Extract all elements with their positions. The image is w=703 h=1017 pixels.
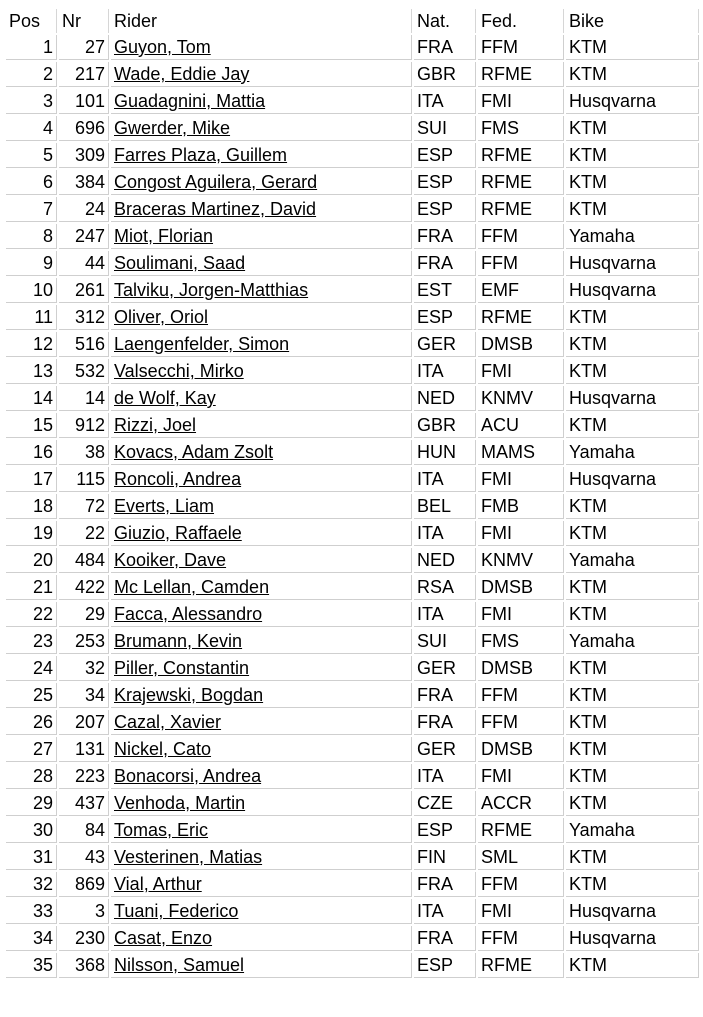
rider-link[interactable]: Guadagnini, Mattia	[114, 91, 266, 111]
rider-link[interactable]: Cazal, Xavier	[114, 712, 222, 732]
rider-link[interactable]: Tomas, Eric	[114, 820, 209, 840]
cell-bike: KTM	[566, 116, 699, 141]
cell-nr: 437	[59, 791, 109, 816]
cell-nat: ESP	[414, 953, 476, 978]
cell-rider	[111, 494, 412, 519]
table-row	[6, 116, 699, 141]
cell-bike: Husqvarna	[566, 926, 699, 951]
cell-pos: 10	[6, 278, 57, 303]
cell-pos: 17	[6, 467, 57, 492]
cell-nr: 484	[59, 548, 109, 573]
cell-bike: KTM	[566, 710, 699, 735]
cell-bike: KTM	[566, 953, 699, 978]
rider-link[interactable]: Nickel, Cato	[114, 739, 212, 759]
rider-link[interactable]: Gwerder, Mike	[114, 118, 231, 138]
table-row	[6, 278, 699, 303]
cell-rider	[111, 467, 412, 492]
cell-nr: 3	[59, 899, 109, 924]
cell-nr: 253	[59, 629, 109, 654]
cell-pos: 33	[6, 899, 57, 924]
cell-nat: ESP	[414, 305, 476, 330]
cell-nat: ESP	[414, 197, 476, 222]
cell-nat: ESP	[414, 818, 476, 843]
cell-rider	[111, 278, 412, 303]
cell-nat: ESP	[414, 170, 476, 195]
cell-pos: 12	[6, 332, 57, 357]
cell-bike: KTM	[566, 413, 699, 438]
cell-bike: KTM	[566, 170, 699, 195]
cell-bike: KTM	[566, 764, 699, 789]
cell-pos: 25	[6, 683, 57, 708]
rider-link[interactable]: Casat, Enzo	[114, 928, 213, 948]
cell-fed: RFME	[478, 818, 564, 843]
cell-fed: FMB	[478, 494, 564, 519]
cell-rider	[111, 413, 412, 438]
cell-bike: KTM	[566, 494, 699, 519]
cell-fed: FMI	[478, 764, 564, 789]
table-row	[6, 737, 699, 762]
cell-fed: FFM	[478, 35, 564, 60]
cell-pos: 15	[6, 413, 57, 438]
cell-nat: FRA	[414, 224, 476, 249]
cell-fed: SML	[478, 845, 564, 870]
cell-nr: 696	[59, 116, 109, 141]
table-row	[6, 845, 699, 870]
cell-rider	[111, 656, 412, 681]
cell-nr: 869	[59, 872, 109, 897]
cell-fed: FMS	[478, 629, 564, 654]
cell-nr: 24	[59, 197, 109, 222]
cell-fed: FFM	[478, 926, 564, 951]
cell-pos: 11	[6, 305, 57, 330]
rider-link[interactable]: Tuani, Federico	[114, 901, 239, 921]
rider-link[interactable]: Vesterinen, Matias	[114, 847, 263, 867]
rider-link[interactable]: Brumann, Kevin	[114, 631, 243, 651]
cell-rider	[111, 710, 412, 735]
cell-rider	[111, 332, 412, 357]
cell-nat: ITA	[414, 359, 476, 384]
cell-fed: RFME	[478, 62, 564, 87]
cell-pos: 18	[6, 494, 57, 519]
results-table-header	[6, 9, 699, 33]
cell-nr: 29	[59, 602, 109, 627]
cell-pos: 3	[6, 89, 57, 114]
cell-rider	[111, 764, 412, 789]
table-row	[6, 926, 699, 951]
cell-rider	[111, 899, 412, 924]
table-row	[6, 953, 699, 978]
cell-rider	[111, 791, 412, 816]
cell-nat: GER	[414, 656, 476, 681]
cell-fed: FFM	[478, 710, 564, 735]
cell-nat: FRA	[414, 926, 476, 951]
cell-nr: 532	[59, 359, 109, 384]
cell-fed: ACCR	[478, 791, 564, 816]
rider-link[interactable]: Venhoda, Martin	[114, 793, 246, 813]
table-row	[6, 251, 699, 276]
cell-fed: MAMS	[478, 440, 564, 465]
rider-link[interactable]: Piller, Constantin	[114, 658, 250, 678]
rider-link[interactable]: Kooiker, Dave	[114, 550, 227, 570]
cell-fed: RFME	[478, 305, 564, 330]
cell-fed: ACU	[478, 413, 564, 438]
cell-pos: 32	[6, 872, 57, 897]
results-table	[4, 7, 701, 980]
cell-bike: KTM	[566, 575, 699, 600]
cell-rider	[111, 737, 412, 762]
rider-link[interactable]: Giuzio, Raffaele	[114, 523, 242, 543]
cell-nat: ITA	[414, 899, 476, 924]
table-row	[6, 899, 699, 924]
cell-rider	[111, 845, 412, 870]
cell-nr: 384	[59, 170, 109, 195]
cell-pos: 9	[6, 251, 57, 276]
table-row	[6, 143, 699, 168]
cell-nr: 32	[59, 656, 109, 681]
cell-nat: GER	[414, 737, 476, 762]
table-row	[6, 89, 699, 114]
table-row	[6, 386, 699, 411]
cell-nat: ITA	[414, 467, 476, 492]
rider-link[interactable]: Guyon, Tom	[114, 37, 211, 57]
cell-pos: 1	[6, 35, 57, 60]
cell-fed: RFME	[478, 197, 564, 222]
cell-bike: KTM	[566, 35, 699, 60]
cell-rider	[111, 521, 412, 546]
cell-pos: 26	[6, 710, 57, 735]
cell-fed: FMI	[478, 602, 564, 627]
cell-nr: 422	[59, 575, 109, 600]
table-row	[6, 872, 699, 897]
cell-rider	[111, 440, 412, 465]
cell-rider	[111, 359, 412, 384]
cell-nat: FRA	[414, 872, 476, 897]
rider-link[interactable]: Valsecchi, Mirko	[114, 361, 244, 381]
rider-link[interactable]: Braceras Martinez, David	[114, 199, 317, 219]
cell-pos: 2	[6, 62, 57, 87]
cell-nat: GER	[414, 332, 476, 357]
cell-bike: KTM	[566, 872, 699, 897]
cell-rider	[111, 35, 412, 60]
column-header-rider: Rider	[111, 9, 412, 33]
column-header-fed: Fed.	[478, 9, 564, 33]
cell-nat: ITA	[414, 602, 476, 627]
cell-nat: EST	[414, 278, 476, 303]
cell-rider	[111, 305, 412, 330]
cell-fed: RFME	[478, 143, 564, 168]
cell-nat: ITA	[414, 89, 476, 114]
cell-pos: 14	[6, 386, 57, 411]
cell-nat: FRA	[414, 683, 476, 708]
cell-pos: 30	[6, 818, 57, 843]
cell-pos: 24	[6, 656, 57, 681]
rider-link[interactable]: Farres Plaza, Guillem	[114, 145, 288, 165]
cell-rider	[111, 953, 412, 978]
cell-rider	[111, 224, 412, 249]
cell-nr: 912	[59, 413, 109, 438]
rider-link[interactable]: Mc Lellan, Camden	[114, 577, 270, 597]
cell-nat: ESP	[414, 143, 476, 168]
cell-pos: 7	[6, 197, 57, 222]
rider-link[interactable]: de Wolf, Kay	[114, 388, 216, 408]
table-row	[6, 467, 699, 492]
table-row	[6, 710, 699, 735]
rider-link[interactable]: Oliver, Oriol	[114, 307, 209, 327]
cell-rider	[111, 629, 412, 654]
cell-nr: 217	[59, 62, 109, 87]
cell-nat: SUI	[414, 116, 476, 141]
cell-bike: Yamaha	[566, 818, 699, 843]
cell-bike: Yamaha	[566, 629, 699, 654]
cell-fed: FFM	[478, 224, 564, 249]
cell-pos: 6	[6, 170, 57, 195]
table-row	[6, 683, 699, 708]
cell-nr: 309	[59, 143, 109, 168]
cell-nr: 38	[59, 440, 109, 465]
cell-fed: DMSB	[478, 656, 564, 681]
table-row	[6, 656, 699, 681]
cell-nat: ITA	[414, 521, 476, 546]
cell-nr: 101	[59, 89, 109, 114]
cell-pos: 31	[6, 845, 57, 870]
rider-link[interactable]: Wade, Eddie Jay	[114, 64, 250, 84]
cell-fed: DMSB	[478, 737, 564, 762]
column-header-nat: Nat.	[414, 9, 476, 33]
cell-nr: 72	[59, 494, 109, 519]
cell-pos: 27	[6, 737, 57, 762]
table-row	[6, 332, 699, 357]
cell-rider	[111, 683, 412, 708]
table-row	[6, 359, 699, 384]
cell-nat: CZE	[414, 791, 476, 816]
cell-nat: FRA	[414, 710, 476, 735]
table-row	[6, 602, 699, 627]
cell-nr: 261	[59, 278, 109, 303]
cell-rider	[111, 116, 412, 141]
cell-pos: 20	[6, 548, 57, 573]
cell-bike: Husqvarna	[566, 467, 699, 492]
cell-nat: FIN	[414, 845, 476, 870]
cell-bike: KTM	[566, 197, 699, 222]
cell-nat: FRA	[414, 251, 476, 276]
cell-fed: FMI	[478, 899, 564, 924]
cell-pos: 8	[6, 224, 57, 249]
cell-nat: NED	[414, 386, 476, 411]
cell-rider	[111, 170, 412, 195]
rider-link[interactable]: Miot, Florian	[114, 226, 214, 246]
cell-pos: 16	[6, 440, 57, 465]
cell-rider	[111, 548, 412, 573]
table-row	[6, 197, 699, 222]
cell-rider	[111, 818, 412, 843]
cell-nat: GBR	[414, 62, 476, 87]
rider-link[interactable]: Kovacs, Adam Zsolt	[114, 442, 274, 462]
cell-fed: FFM	[478, 872, 564, 897]
cell-nat: NED	[414, 548, 476, 573]
table-row	[6, 413, 699, 438]
cell-rider	[111, 872, 412, 897]
cell-bike: KTM	[566, 683, 699, 708]
cell-bike: Yamaha	[566, 224, 699, 249]
cell-bike: KTM	[566, 332, 699, 357]
cell-nr: 516	[59, 332, 109, 357]
cell-rider	[111, 926, 412, 951]
cell-rider	[111, 143, 412, 168]
cell-bike: KTM	[566, 845, 699, 870]
cell-fed: RFME	[478, 170, 564, 195]
cell-nr: 230	[59, 926, 109, 951]
cell-bike: KTM	[566, 305, 699, 330]
table-row	[6, 440, 699, 465]
cell-nat: GBR	[414, 413, 476, 438]
cell-fed: DMSB	[478, 332, 564, 357]
rider-link[interactable]: Everts, Liam	[114, 496, 215, 516]
cell-nr: 368	[59, 953, 109, 978]
rider-link[interactable]: Bonacorsi, Andrea	[114, 766, 262, 786]
cell-fed: FMI	[478, 467, 564, 492]
cell-bike: KTM	[566, 143, 699, 168]
rider-link[interactable]: Soulimani, Saad	[114, 253, 246, 273]
cell-fed: FFM	[478, 251, 564, 276]
cell-pos: 13	[6, 359, 57, 384]
rider-link[interactable]: Congost Aguilera, Gerard	[114, 172, 318, 192]
cell-nr: 43	[59, 845, 109, 870]
cell-pos: 19	[6, 521, 57, 546]
cell-pos: 28	[6, 764, 57, 789]
header-row	[6, 9, 699, 33]
cell-nr: 22	[59, 521, 109, 546]
cell-fed: FFM	[478, 683, 564, 708]
cell-rider	[111, 89, 412, 114]
table-row	[6, 521, 699, 546]
cell-fed: FMI	[478, 521, 564, 546]
cell-fed: KNMV	[478, 386, 564, 411]
cell-rider	[111, 386, 412, 411]
cell-nr: 247	[59, 224, 109, 249]
cell-nat: HUN	[414, 440, 476, 465]
cell-rider	[111, 197, 412, 222]
table-row	[6, 629, 699, 654]
cell-nr: 34	[59, 683, 109, 708]
cell-fed: KNMV	[478, 548, 564, 573]
cell-nr: 84	[59, 818, 109, 843]
table-row	[6, 818, 699, 843]
cell-bike: KTM	[566, 791, 699, 816]
cell-nr: 14	[59, 386, 109, 411]
cell-rider	[111, 602, 412, 627]
results-table-body	[6, 35, 699, 978]
cell-nr: 312	[59, 305, 109, 330]
cell-pos: 5	[6, 143, 57, 168]
cell-pos: 23	[6, 629, 57, 654]
table-row	[6, 170, 699, 195]
cell-nat: RSA	[414, 575, 476, 600]
table-row	[6, 764, 699, 789]
cell-bike: KTM	[566, 656, 699, 681]
cell-bike: Husqvarna	[566, 386, 699, 411]
cell-bike: Husqvarna	[566, 251, 699, 276]
table-row	[6, 35, 699, 60]
rider-link[interactable]: Roncoli, Andrea	[114, 469, 242, 489]
table-row	[6, 791, 699, 816]
column-header-bike: Bike	[566, 9, 699, 33]
cell-bike: KTM	[566, 737, 699, 762]
table-row	[6, 548, 699, 573]
cell-nat: ITA	[414, 764, 476, 789]
cell-pos: 35	[6, 953, 57, 978]
cell-bike: Husqvarna	[566, 899, 699, 924]
cell-rider	[111, 251, 412, 276]
cell-nr: 207	[59, 710, 109, 735]
cell-bike: KTM	[566, 602, 699, 627]
cell-bike: KTM	[566, 521, 699, 546]
cell-bike: Husqvarna	[566, 278, 699, 303]
cell-nat: FRA	[414, 35, 476, 60]
table-row	[6, 575, 699, 600]
cell-fed: EMF	[478, 278, 564, 303]
cell-bike: Husqvarna	[566, 89, 699, 114]
cell-pos: 29	[6, 791, 57, 816]
cell-fed: FMI	[478, 89, 564, 114]
cell-pos: 21	[6, 575, 57, 600]
rider-link[interactable]: Talviku, Jorgen-Matthias	[114, 280, 309, 300]
table-row	[6, 305, 699, 330]
cell-nat: SUI	[414, 629, 476, 654]
column-header-pos: Pos	[6, 9, 57, 33]
cell-nr: 131	[59, 737, 109, 762]
cell-rider	[111, 575, 412, 600]
cell-bike: Yamaha	[566, 548, 699, 573]
cell-pos: 34	[6, 926, 57, 951]
cell-nr: 44	[59, 251, 109, 276]
cell-bike: KTM	[566, 359, 699, 384]
rider-link[interactable]: Rizzi, Joel	[114, 415, 197, 435]
column-header-nr: Nr	[59, 9, 109, 33]
cell-fed: DMSB	[478, 575, 564, 600]
cell-fed: FMS	[478, 116, 564, 141]
table-row	[6, 494, 699, 519]
rider-link[interactable]: Vial, Arthur	[114, 874, 202, 894]
cell-nr: 223	[59, 764, 109, 789]
cell-fed: RFME	[478, 953, 564, 978]
table-row	[6, 62, 699, 87]
cell-bike: KTM	[566, 62, 699, 87]
cell-nr: 27	[59, 35, 109, 60]
rider-link[interactable]: Nilsson, Samuel	[114, 955, 245, 975]
rider-link[interactable]: Krajewski, Bogdan	[114, 685, 264, 705]
rider-link[interactable]: Facca, Alessandro	[114, 604, 263, 624]
cell-nat: BEL	[414, 494, 476, 519]
cell-bike: Yamaha	[566, 440, 699, 465]
rider-link[interactable]: Laengenfelder, Simon	[114, 334, 290, 354]
cell-pos: 22	[6, 602, 57, 627]
cell-pos: 4	[6, 116, 57, 141]
cell-nr: 115	[59, 467, 109, 492]
cell-fed: FMI	[478, 359, 564, 384]
cell-rider	[111, 62, 412, 87]
table-row	[6, 224, 699, 249]
